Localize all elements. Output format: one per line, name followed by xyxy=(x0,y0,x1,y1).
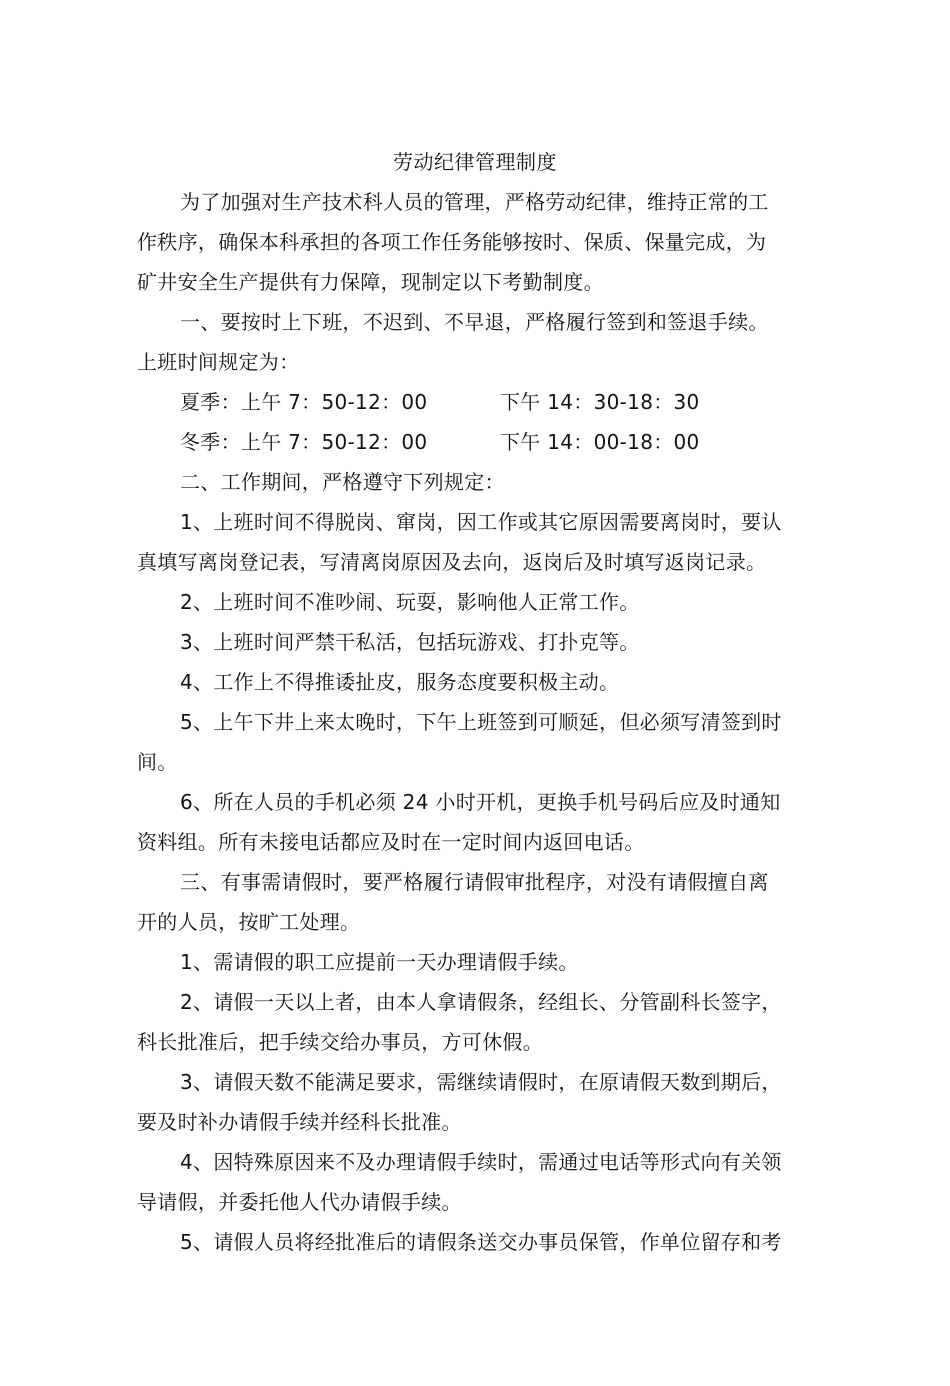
schedule-summer-morning: 夏季：上午 7：50-12：00 xyxy=(180,390,428,414)
schedule-winter-morning: 冬季：上午 7：50-12：00 xyxy=(180,430,428,454)
schedule-summer-afternoon: 下午 14：30-18：30 xyxy=(500,390,700,414)
paragraph-line: 为了加强对生产技术科人员的管理，严格劳动纪律，维持正常的工 xyxy=(180,190,769,214)
rule-item-continued: 科长批准后，把手续交给办事员，方可休假。 xyxy=(137,1030,543,1054)
rule-item: 2、请假一天以上者，由本人拿请假条，经组长、分管副科长签字， xyxy=(180,990,782,1014)
schedule-winter-afternoon: 下午 14：00-18：00 xyxy=(500,430,700,454)
rule-item: 1、需请假的职工应提前一天办理请假手续。 xyxy=(180,950,579,974)
rule-item: 2、上班时间不准吵闹、玩耍，影响他人正常工作。 xyxy=(180,590,640,614)
rule-item-continued: 导请假，并委托他人代办请假手续。 xyxy=(137,1190,462,1214)
rule-item: 1、上班时间不得脱岗、窜岗，因工作或其它原因需要离岗时，要认 xyxy=(180,510,782,534)
section-heading: 二、工作期间，严格遵守下列规定： xyxy=(180,470,505,494)
rule-item: 3、请假天数不能满足要求，需继续请假时，在原请假天数到期后， xyxy=(180,1070,782,1094)
rule-item: 5、上午下井上来太晚时，下午上班签到可顺延，但必须写清签到时 xyxy=(180,710,782,734)
paragraph-line: 作秩序，确保本科承担的各项工作任务能够按时、保质、保量完成，为 xyxy=(137,230,767,254)
rule-item: 4、工作上不得推诿扯皮，服务态度要积极主动。 xyxy=(180,670,620,694)
rule-item: 4、因特殊原因来不及办理请假手续时，需通过电话等形式向有关领 xyxy=(180,1150,782,1174)
paragraph-line: 上班时间规定为： xyxy=(137,350,300,374)
rule-item: 3、上班时间严禁干私活，包括玩游戏、打扑克等。 xyxy=(180,630,640,654)
document-title: 劳动纪律管理制度 xyxy=(393,150,557,174)
paragraph-line: 矿井安全生产提供有力保障，现制定以下考勤制度。 xyxy=(137,270,604,294)
section-heading: 三、有事需请假时，要严格履行请假审批程序，对没有请假擅自离 xyxy=(180,870,769,894)
rule-item: 6、所在人员的手机必须 24 小时开机，更换手机号码后应及时通知 xyxy=(180,790,781,814)
rule-item: 5、请假人员将经批准后的请假条送交办事员保管，作单位留存和考 xyxy=(180,1230,782,1254)
rule-item-continued: 间。 xyxy=(137,750,178,774)
rule-item-continued: 要及时补办请假手续并经科长批准。 xyxy=(137,1110,462,1134)
section-heading: 一、要按时上下班，不迟到、不早退，严格履行签到和签退手续。 xyxy=(180,310,769,334)
paragraph-line: 开的人员，按旷工处理。 xyxy=(137,910,361,934)
rule-item-continued: 真填写离岗登记表，写清离岗原因及去向，返岗后及时填写返岗记录。 xyxy=(137,550,767,574)
rule-item-continued: 资料组。所有未接电话都应及时在一定时间内返回电话。 xyxy=(137,830,645,854)
